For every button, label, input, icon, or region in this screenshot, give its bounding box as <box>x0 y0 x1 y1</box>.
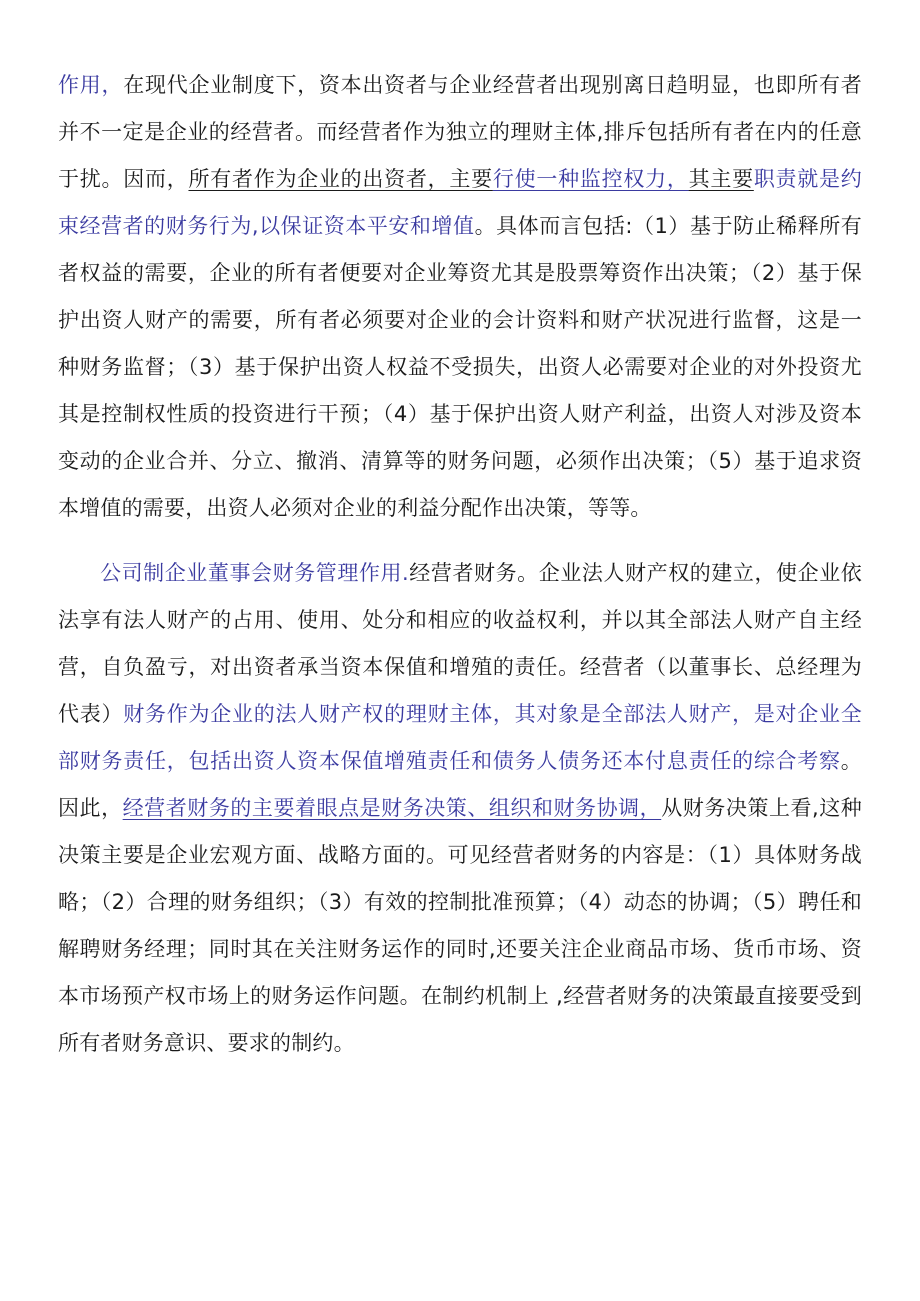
body-text-span: 经营者财务。企业法人财产权的建立，使企业依法享有法人财产的占用、使用、处分和相应的收益权利，并以其全部法人财产自主经营，自负盈亏，对出资者承当资本保值和增殖的责任。经营者（以董事长、总经理为代表） <box>58 561 862 726</box>
blue-underlined-text-span: 行使一种监控权力， <box>492 167 689 191</box>
blue-text-span: 公司制企业董事会财务管理作用. <box>100 561 409 585</box>
blue-text-span: 职责就是约束经营者的财务行为,以保证资本平安和增值 <box>58 167 862 238</box>
body-text-span: 。具体而言包括:（1）基于防止稀释所有者权益的需要，企业的所有者便要对企业筹资尤其是股票筹资作出决策；（2）基于保护出资人财产的需要，所有者必须要对企业的会计资料和财产状况进行监督，这是一种财务监督；（3）基于保护出资人权益不受损失，出资人必需要对企业的对外投资尤其是控制权性质的投资进行干预；（4）基于保护出资人财产利益，出资人对涉及资本变动的企业合并、分立、撤消、清算等的财务问题，必须作出决策；（5）基于追求资本增值的需要，出资人必须对企业的利益分配作出决策，等等。 <box>58 214 862 520</box>
body-text-span: 从财务决策上看,这种决策主要是企业宏观方面、战略方面的。可见经营者财务的内容是：（1）具体财务战略；（2）合理的财务组织；（3）有效的控制批准预算；（4）动态的协调；（5）聘任和解聘财务经理；同时其在关注财务运作的同时,还要关注企业商品市场、货币市场、资本市场预产权市场上的财务运作问题。在制约机制上 ,经营者财务的决策最直接要受到所有者财务意识、要求的制约。 <box>58 796 862 1055</box>
blue-text-span: 作用， <box>58 73 124 97</box>
document-page <box>58 62 862 1067</box>
blue-underlined-text-span: 经营者财务的主要着眼点是财务决策、组织和财务协调， <box>122 796 662 820</box>
body-text-span: 在现代企业制度下，资本出资者与企业经营者出现别离日趋明显，也即所有者并不一定是企业的经营者。而经营者作为独立的理财主体,排斥包括所有者在内的任意于扰。因而， <box>58 73 862 191</box>
body-text-span: 。因此， <box>58 749 862 820</box>
blue-text-span: 财务作为企业的法人财产权的理财主体，其对象是全部法人财产，是对企业全部财务责任，包括出资人资本保值增殖责任和债务人债务还本付息责任的综合考察 <box>58 702 862 773</box>
underlined-text-span: 所有者作为企业的出资者，主要 <box>188 167 493 191</box>
paragraph-owner-finance <box>58 62 862 532</box>
underlined-text-span: 其主要 <box>688 167 754 191</box>
paragraph-manager-finance <box>58 550 862 1067</box>
